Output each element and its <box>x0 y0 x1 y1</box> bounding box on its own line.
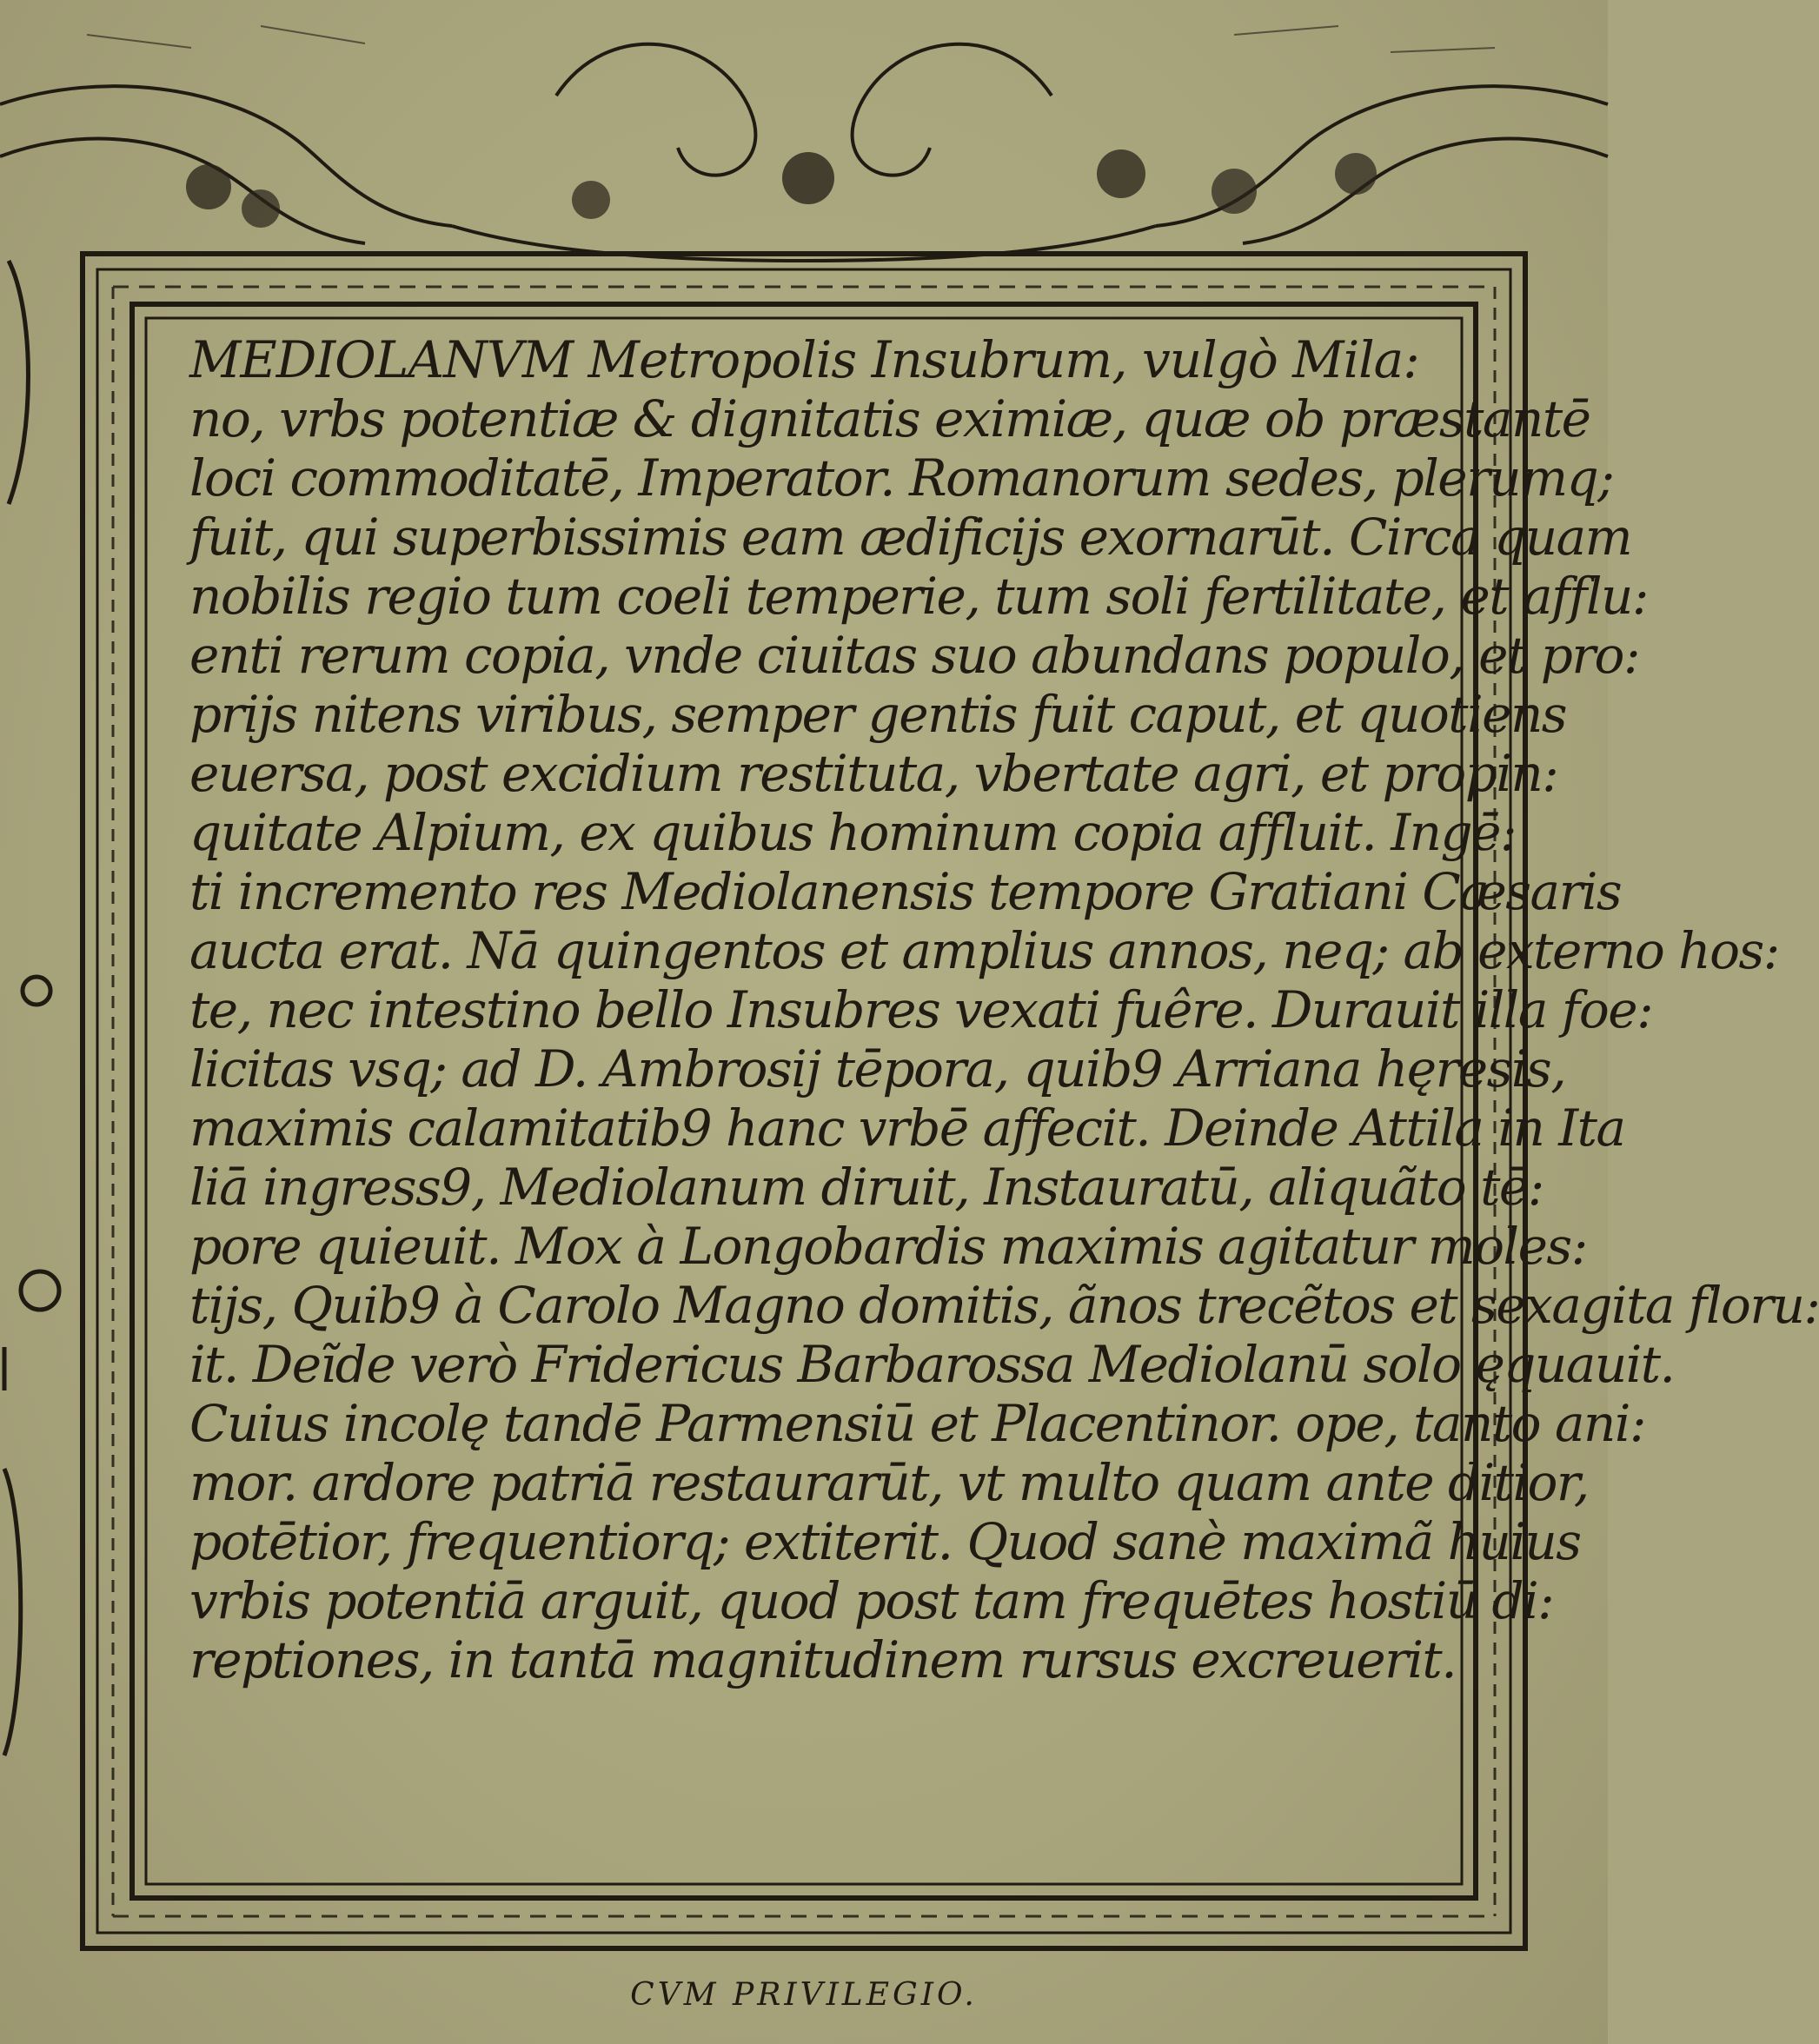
text-line: fuit, qui superbissimis eam ædificijs exornarūt. Circa quam <box>189 508 1632 567</box>
text-line: te, nec intestino bello Insubres vexati fuêre. Durauit illa foe: <box>189 980 1653 1039</box>
text-line: Cuius incolę tandē Parmensiū et Placentinor. ope, tanto ani: <box>189 1394 1646 1453</box>
text-line: potētior, frequentiorq; extiterit. Quod sanè maximã huius <box>189 1512 1581 1571</box>
text-line: vrbis potentiā arguit, quod post tam frequētes hostiū di: <box>189 1571 1554 1630</box>
text-line: loci commoditatē, Imperator. Romanorum sedes, plerumq; <box>189 448 1614 508</box>
text-line: reptiones, in tantā magnitudinem rursus excreuerit. <box>189 1630 1457 1689</box>
text-line: MEDIOLANVM Metropolis Insubrum, vulgò Mila: <box>189 330 1419 389</box>
cartouche-text <box>189 330 1819 1886</box>
text-line: euersa, post excidium restituta, vbertate agri, et propin: <box>189 744 1558 803</box>
text-line: liā ingress9, Mediolanum diruit, Instauratū, aliquãto tē: <box>189 1158 1543 1217</box>
text-line: maximis calamitatib9 hanc vrbē affecit. Deinde Attila in Ita <box>189 1098 1625 1158</box>
privilege-caption: CVM PRIVILEGIO. <box>630 1977 978 2013</box>
text-line: enti rerum copia, vnde ciuitas suo abundans populo, et pro: <box>189 626 1640 685</box>
text-line: tijs, Quib9 à Carolo Magno domitis, ãnos trecẽtos et sexagita floru: <box>189 1276 1819 1335</box>
text-line: licitas vsq; ad D. Ambrosij tēpora, quib9 Arriana hęresis, <box>189 1039 1566 1098</box>
text-line: no, vrbs potentiæ & dignitatis eximiæ, quæ ob præstantē <box>189 389 1590 448</box>
text-line: it. Deĩde verò Fridericus Barbarossa Mediolanū solo ęquauit. <box>189 1335 1675 1394</box>
text-line: prijs nitens viribus, semper gentis fuit caput, et quotiens <box>189 685 1567 744</box>
text-line: mor. ardore patriā restaurarūt, vt multo quam ante ditior, <box>189 1453 1589 1512</box>
text-line: pore quieuit. Mox à Longobardis maximis agitatur moles: <box>189 1217 1587 1276</box>
text-line: ti incremento res Mediolanensis tempore Gratiani Cæsaris <box>189 862 1622 921</box>
text-line: nobilis regio tum coeli temperie, tum soli fertilitate, et afflu: <box>189 567 1648 626</box>
text-line: aucta erat. Nā quingentos et amplius annos, neq; ab externo hos: <box>189 921 1779 980</box>
text-line: quitate Alpium, ex quibus hominum copia affluit. Ingē: <box>189 803 1516 862</box>
